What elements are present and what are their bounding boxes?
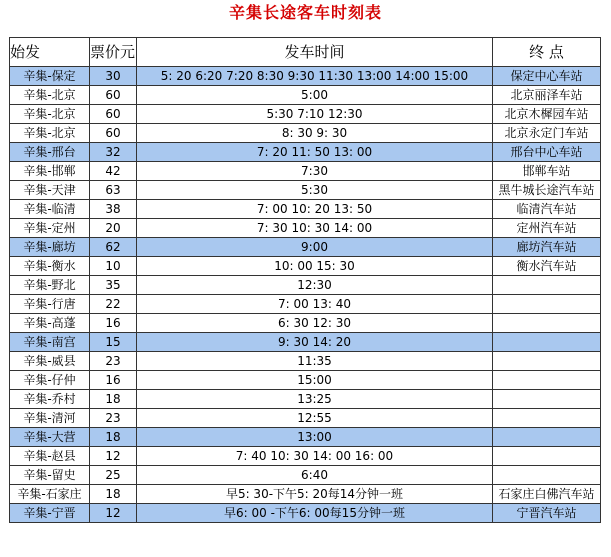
destination-cell — [493, 428, 601, 447]
table-row — [10, 105, 601, 124]
departure-times-cell: 15:00 — [137, 371, 493, 390]
destination-cell — [493, 276, 601, 295]
route-cell: 辛集-南宫 — [10, 333, 90, 352]
table-row — [10, 352, 601, 371]
departure-times-cell: 9:00 — [137, 238, 493, 257]
route-cell: 辛集-宁晋 — [10, 504, 90, 523]
destination-cell: 北京永定门车站 — [493, 124, 601, 143]
table-row — [10, 504, 601, 523]
header-start: 始发 — [10, 38, 90, 67]
departure-times-cell: 11:35 — [137, 352, 493, 371]
destination-cell: 北京木樨园车站 — [493, 105, 601, 124]
destination-cell — [493, 466, 601, 485]
departure-times-cell: 13:00 — [137, 428, 493, 447]
table-row — [10, 181, 601, 200]
table-row — [10, 200, 601, 219]
table-row — [10, 67, 601, 86]
price-cell: 38 — [90, 200, 137, 219]
price-cell: 16 — [90, 314, 137, 333]
route-cell: 辛集-临清 — [10, 200, 90, 219]
departure-times-cell: 13:25 — [137, 390, 493, 409]
price-cell: 12 — [90, 447, 137, 466]
departure-times-cell: 5:30 — [137, 181, 493, 200]
price-cell: 35 — [90, 276, 137, 295]
price-cell: 16 — [90, 371, 137, 390]
table-row — [10, 143, 601, 162]
destination-cell: 北京丽泽车站 — [493, 86, 601, 105]
table-row — [10, 371, 601, 390]
departure-times-cell: 7:30 — [137, 162, 493, 181]
bus-timetable — [9, 37, 601, 523]
destination-cell — [493, 409, 601, 428]
table-row — [10, 485, 601, 504]
header-price: 票价元 — [90, 38, 137, 67]
departure-times-cell: 12:30 — [137, 276, 493, 295]
route-cell: 辛集-威县 — [10, 352, 90, 371]
route-cell: 辛集-乔村 — [10, 390, 90, 409]
destination-cell: 石家庄白佛汽车站 — [493, 485, 601, 504]
price-cell: 23 — [90, 352, 137, 371]
destination-cell: 定州汽车站 — [493, 219, 601, 238]
route-cell: 辛集-保定 — [10, 67, 90, 86]
route-cell: 辛集-衡水 — [10, 257, 90, 276]
departure-times-cell: 7: 40 10: 30 14: 00 16: 00 — [137, 447, 493, 466]
destination-cell — [493, 295, 601, 314]
table-row — [10, 86, 601, 105]
destination-cell — [493, 371, 601, 390]
destination-cell: 邯郸车站 — [493, 162, 601, 181]
route-cell: 辛集-野北 — [10, 276, 90, 295]
header-times: 发车时间 — [137, 38, 493, 67]
price-cell: 25 — [90, 466, 137, 485]
departure-times-cell: 7: 00 10: 20 13: 50 — [137, 200, 493, 219]
destination-cell — [493, 447, 601, 466]
route-cell: 辛集-大营 — [10, 428, 90, 447]
table-row — [10, 447, 601, 466]
departure-times-cell: 5:30 7:10 12:30 — [137, 105, 493, 124]
departure-times-cell: 早5: 30-下午5: 20每14分钟一班 — [137, 485, 493, 504]
price-cell: 30 — [90, 67, 137, 86]
route-cell: 辛集-清河 — [10, 409, 90, 428]
price-cell: 63 — [90, 181, 137, 200]
price-cell: 10 — [90, 257, 137, 276]
departure-times-cell: 5:00 — [137, 86, 493, 105]
departure-times-cell: 7: 20 11: 50 13: 00 — [137, 143, 493, 162]
route-cell: 辛集-邢台 — [10, 143, 90, 162]
departure-times-cell: 6:40 — [137, 466, 493, 485]
price-cell: 20 — [90, 219, 137, 238]
destination-cell: 宁晋汽车站 — [493, 504, 601, 523]
destination-cell — [493, 314, 601, 333]
price-cell: 60 — [90, 86, 137, 105]
destination-cell: 衡水汽车站 — [493, 257, 601, 276]
route-cell: 辛集-石家庄 — [10, 485, 90, 504]
route-cell: 辛集-仔仲 — [10, 371, 90, 390]
table-row — [10, 238, 601, 257]
price-cell: 15 — [90, 333, 137, 352]
route-cell: 辛集-天津 — [10, 181, 90, 200]
destination-cell — [493, 333, 601, 352]
departure-times-cell: 7: 00 13: 40 — [137, 295, 493, 314]
route-cell: 辛集-北京 — [10, 86, 90, 105]
page-title: 辛集长途客车时刻表 — [228, 3, 382, 22]
destination-cell: 临清汽车站 — [493, 200, 601, 219]
departure-times-cell: 8: 30 9: 30 — [137, 124, 493, 143]
departure-times-cell: 早6: 00 -下午6: 00每15分钟一班 — [137, 504, 493, 523]
price-cell: 12 — [90, 504, 137, 523]
route-cell: 辛集-邯郸 — [10, 162, 90, 181]
destination-cell — [493, 390, 601, 409]
table-row — [10, 409, 601, 428]
route-cell: 辛集-定州 — [10, 219, 90, 238]
table-row — [10, 219, 601, 238]
table-row — [10, 466, 601, 485]
departure-times-cell: 6: 30 12: 30 — [137, 314, 493, 333]
table-row — [10, 295, 601, 314]
price-cell: 32 — [90, 143, 137, 162]
departure-times-cell: 9: 30 14: 20 — [137, 333, 493, 352]
price-cell: 22 — [90, 295, 137, 314]
route-cell: 辛集-高蓬 — [10, 314, 90, 333]
destination-cell — [493, 352, 601, 371]
departure-times-cell: 10: 00 15: 30 — [137, 257, 493, 276]
route-cell: 辛集-北京 — [10, 124, 90, 143]
table-row — [10, 314, 601, 333]
price-cell: 18 — [90, 485, 137, 504]
route-cell: 辛集-留史 — [10, 466, 90, 485]
header-end: 终 点 — [493, 38, 601, 67]
table-row — [10, 428, 601, 447]
route-cell: 辛集-北京 — [10, 105, 90, 124]
destination-cell: 邢台中心车站 — [493, 143, 601, 162]
table-row — [10, 162, 601, 181]
price-cell: 60 — [90, 124, 137, 143]
destination-cell: 廊坊汽车站 — [493, 238, 601, 257]
price-cell: 42 — [90, 162, 137, 181]
departure-times-cell: 5: 20 6:20 7:20 8:30 9:30 11:30 13:00 14:00 15:00 — [137, 67, 493, 86]
price-cell: 23 — [90, 409, 137, 428]
departure-times-cell: 7: 30 10: 30 14: 00 — [137, 219, 493, 238]
route-cell: 辛集-赵县 — [10, 447, 90, 466]
destination-cell: 黑牛城长途汽车站 — [493, 181, 601, 200]
table-row — [10, 276, 601, 295]
table-row — [10, 333, 601, 352]
table-row — [10, 257, 601, 276]
route-cell: 辛集-廊坊 — [10, 238, 90, 257]
price-cell: 18 — [90, 390, 137, 409]
header-row — [10, 38, 601, 67]
departure-times-cell: 12:55 — [137, 409, 493, 428]
table-row — [10, 124, 601, 143]
destination-cell: 保定中心车站 — [493, 67, 601, 86]
price-cell: 60 — [90, 105, 137, 124]
price-cell: 18 — [90, 428, 137, 447]
route-cell: 辛集-行唐 — [10, 295, 90, 314]
table-row — [10, 390, 601, 409]
price-cell: 62 — [90, 238, 137, 257]
